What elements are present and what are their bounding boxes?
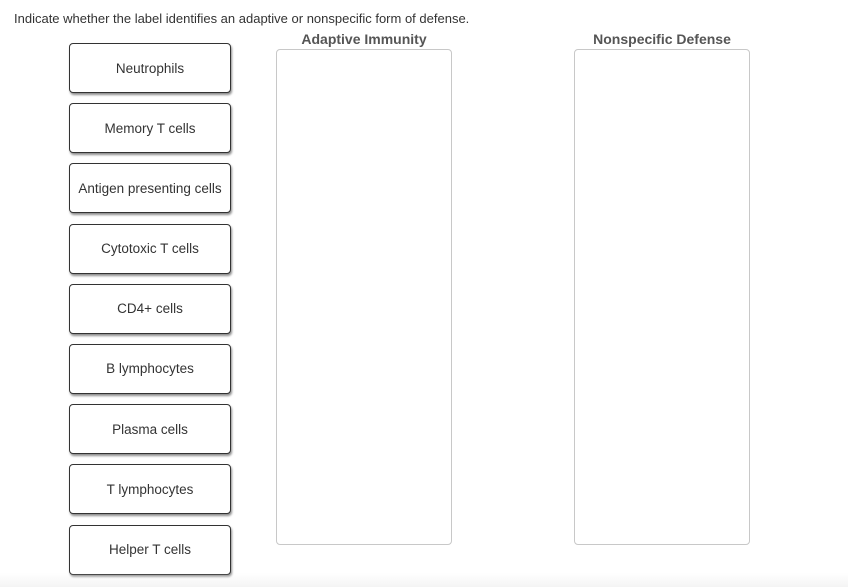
draggable-label-cytotoxic-t-cells[interactable]: Cytotoxic T cells — [69, 224, 231, 274]
draggable-label-b-lymphocytes[interactable]: B lymphocytes — [69, 344, 231, 394]
draggable-label-neutrophils[interactable]: Neutrophils — [69, 43, 231, 93]
draggable-label-plasma-cells[interactable]: Plasma cells — [69, 404, 231, 454]
bottom-shade — [0, 573, 848, 587]
draggable-label-memory-t-cells[interactable]: Memory T cells — [69, 103, 231, 153]
draggable-label-helper-t-cells[interactable]: Helper T cells — [69, 525, 231, 575]
draggable-label-cd4-cells[interactable]: CD4+ cells — [69, 284, 231, 334]
label-bank — [69, 43, 231, 585]
nonspecific-defense-drop-zone[interactable] — [574, 49, 750, 545]
question-instructions: Indicate whether the label identifies an adaptive or nonspecific form of defense. — [14, 11, 470, 26]
adaptive-immunity-heading: Adaptive Immunity — [301, 31, 427, 47]
nonspecific-defense-heading: Nonspecific Defense — [593, 31, 731, 47]
adaptive-immunity-drop-zone[interactable] — [276, 49, 452, 545]
draggable-label-antigen-presenting-cells[interactable]: Antigen presenting cells — [69, 163, 231, 213]
draggable-label-t-lymphocytes[interactable]: T lymphocytes — [69, 464, 231, 514]
